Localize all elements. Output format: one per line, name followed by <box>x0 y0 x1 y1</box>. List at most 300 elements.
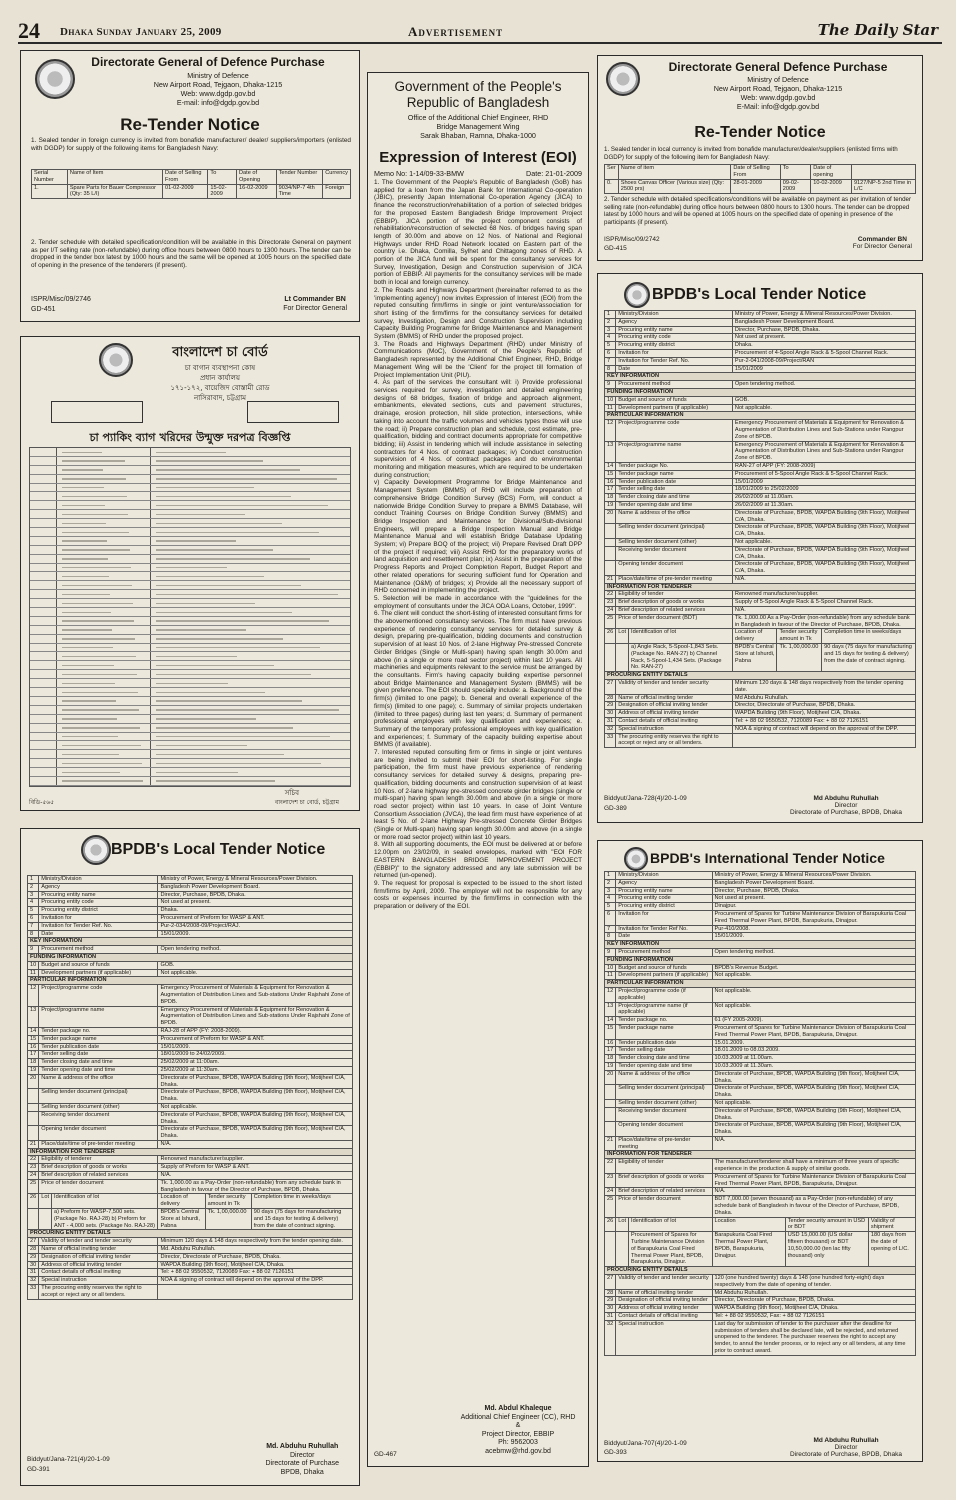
bpdb-local-right-table <box>604 310 916 748</box>
tea-table-row <box>30 644 350 653</box>
table-cell: Selling tender document (other) <box>616 1099 712 1107</box>
dgdp-right-email: E-Mail: info@dgdp.gov.bd <box>736 102 820 111</box>
dgdp-left-sig1: Lt Commander BN <box>284 296 346 303</box>
table-cell: Directorate of Purchase, BPDB, WAPDA Building (9th Floor), Motijheel C/A, Dhaka. <box>712 1122 915 1137</box>
table-cell: 25 <box>605 1196 616 1217</box>
table-cell: 13 <box>28 1006 39 1027</box>
table-cell: Date <box>39 930 158 938</box>
table-row <box>605 318 916 326</box>
table-cell: RAN-27 of APP (FY: 2008-2009) <box>732 462 915 470</box>
table-cell: Name of official inviting tender <box>39 1246 158 1254</box>
table-cell: Tender package No. <box>616 462 733 470</box>
table-cell: Supply of 5-Spool Angle Rack & 5-Spool Channel Rack. <box>732 599 915 607</box>
table-cell: 3 <box>28 891 39 899</box>
tea-board-quote-right <box>247 401 339 423</box>
table-cell <box>28 1103 39 1111</box>
table-row <box>28 1126 353 1141</box>
tea-table-row <box>30 537 350 546</box>
tea-board-table <box>29 447 351 787</box>
table-cell <box>39 1209 52 1230</box>
table-cell: Procurement of Preform for WASP & ANT. <box>158 914 353 922</box>
table-cell: 9 <box>605 948 616 956</box>
table-cell: Project/programme code <box>39 985 158 1006</box>
table-cell: N/A. <box>732 575 915 583</box>
table-cell: Tk. 1,000.00 as a Pay-Order (non-refundable) from any schedule bank in Bangladesh in favour of the Director of Purchase, BPDB, Dhaka. <box>158 1179 353 1194</box>
table-cell: 90 days (75 days for manufacturing and 15 days for testing & delivery) from the date of contract signing. <box>251 1209 352 1230</box>
table-cell: 29 <box>28 1253 39 1261</box>
table-cell: Open tendering method. <box>712 948 915 956</box>
table-cell: Pur-2-034/2008-09/Project/RAJ. <box>158 922 353 930</box>
table-cell: 7 <box>28 922 39 930</box>
table-cell: 32 <box>28 1277 39 1285</box>
tea-table-row <box>30 661 350 670</box>
table-cell: Lot <box>39 1194 52 1209</box>
bpdb-local-left-ad <box>20 828 360 1486</box>
table-cell: 2 <box>605 879 616 887</box>
table-row <box>605 561 916 576</box>
table-cell: Location <box>712 1217 785 1232</box>
table-cell: Address of official inviting tender <box>616 710 733 718</box>
table-cell <box>605 1232 616 1267</box>
table-cell: Md Abduhu Ruhullah. <box>712 1289 915 1297</box>
table-cell: 3 <box>605 326 616 334</box>
table-cell: Ministry/Division <box>39 876 158 884</box>
table-cell: 25 <box>605 614 616 629</box>
table-cell: 27 <box>28 1238 39 1246</box>
table-cell: Not applicable. <box>712 1002 915 1017</box>
table-cell: 32 <box>605 725 616 733</box>
table-row <box>28 953 353 961</box>
bpdb-local-left-sig3: Directorate of Purchase <box>265 1460 339 1467</box>
table-row <box>605 1099 916 1107</box>
table-cell: The procuring entity reserves the right to accept or reject any or all tenders. <box>616 733 733 748</box>
table-cell: 19 <box>605 1062 616 1070</box>
table-cell: Development partners (if applicable) <box>39 969 158 977</box>
table-cell: Price of tender document (BDT) <box>616 614 733 629</box>
section-header: KEY INFORMATION <box>605 373 916 381</box>
eoi-date: Date: 21-01-2009 <box>526 169 582 178</box>
page-number: 24 <box>18 18 40 43</box>
tea-table-row <box>30 457 350 466</box>
table-row <box>605 710 916 718</box>
table-cell: Tender closing date and time <box>616 1055 712 1063</box>
bpdb-intl-table <box>604 871 916 1356</box>
table-row <box>28 907 353 915</box>
bpdb-local-left-table <box>27 875 353 1300</box>
eoi-sig5: Ph: 9562003 <box>498 1439 538 1446</box>
table-cell: 27 <box>605 680 616 695</box>
tea-board-sub4: নাসিরাবাদ, চট্টগ্রাম <box>193 394 247 402</box>
table-row <box>28 1027 353 1035</box>
table-cell: Budget and source of funds <box>616 396 733 404</box>
table-row <box>605 903 916 911</box>
table-cell: Not applicable. <box>712 1099 915 1107</box>
dgdp-right-title: Directorate General Defence Purchase <box>668 60 888 74</box>
table-row <box>605 702 916 710</box>
table-row <box>605 980 916 988</box>
table-cell: N/A. <box>158 1140 353 1148</box>
table-cell: Brief description of related services <box>39 1172 158 1180</box>
table-row <box>605 680 916 695</box>
eoi-code: GD-467 <box>374 1451 397 1458</box>
table-cell <box>732 733 915 748</box>
table-row <box>605 1320 916 1355</box>
table-row <box>605 1313 916 1321</box>
table-row <box>605 1017 916 1025</box>
table-cell: Address of official inviting tender <box>616 1305 712 1313</box>
table-row <box>605 925 916 933</box>
table-cell: Completion time in weeks/days <box>822 629 916 644</box>
table-cell: 28 <box>28 1246 39 1254</box>
table-cell: Minimum 120 days & 148 days respectively from the tender opening date. <box>158 1238 353 1246</box>
table-cell: Procurement of Spares for Turbine Maintenance Division of Barapukuria Coal Fired Thermal Power Plant, BPDB, Barapukuria, Dinajpur. <box>712 910 915 925</box>
table-cell: Tk. 1,000.00 As a Pay-Order (non-refundable) from any schedule bank in Bangladesh in favour of the Director of Purchase, BPDB, Dhaka. <box>732 614 915 629</box>
table-cell: Directorate of Purchase, BPDB, WAPDA Building (9th Floor), Motijheel C/A, Dhaka. <box>712 1107 915 1122</box>
table-cell: Project/programme name <box>616 441 733 462</box>
table-row <box>28 1148 353 1156</box>
dgdp-left-intro: 1. Sealed tender in foreign currency is invited from bonafide manufacturer/ dealer/ suppliers/importers (enlisted with DGDP) for supply of the following items for Bangladesh Navy: <box>31 137 351 152</box>
table-row: 1. Spare Parts for Bauer Compressor (Qty: 35 L/I) 01-02-2009 15-02-2009 16-02-2009 9034/NP-7 4th Time Foreign <box>32 184 351 199</box>
table-cell: 10 <box>28 961 39 969</box>
table-cell: Validity of tender and tender security <box>616 680 733 695</box>
table-cell: Tender package name <box>616 470 733 478</box>
table-row <box>605 1173 916 1188</box>
table-row <box>28 1103 353 1111</box>
table-cell: Location of delivery <box>732 629 777 644</box>
table-cell: 61 (FY 2005-2009). <box>712 1017 915 1025</box>
table-cell <box>605 561 616 576</box>
table-cell: Budget and source of funds <box>616 964 712 972</box>
bpdb-intl-sig2: Director <box>834 1444 858 1451</box>
table-cell: Invitation for <box>616 349 733 357</box>
table-cell: WAPDA Building (9th floor), Motijheel C/A, Dhaka. <box>712 1305 915 1313</box>
table-cell: 12 <box>28 985 39 1006</box>
table-cell: 8 <box>605 365 616 373</box>
table-cell: 1 <box>605 311 616 319</box>
eoi-title2: Republic of Bangladesh <box>406 95 550 110</box>
table-cell: 180 days from the date of opening of L/C. <box>868 1232 915 1267</box>
bpdb-local-right-sig1: Md Abduhu Ruhullah <box>813 795 879 802</box>
table-row <box>605 987 916 1002</box>
table-cell: 26/02/2009 at 11.00am. <box>732 494 915 502</box>
table-row <box>605 357 916 365</box>
table-cell: 6 <box>28 914 39 922</box>
table-row <box>605 614 916 629</box>
table-cell: Brief description of related services <box>616 607 733 615</box>
table-cell: 2 <box>28 883 39 891</box>
dgdp-left-code: GD-451 <box>31 306 56 313</box>
table-row <box>605 1305 916 1313</box>
table-row <box>28 1246 353 1254</box>
table-cell: The procuring entity reserves the right to accept or reject any or all tenders. <box>39 1285 158 1300</box>
table-cell: 17 <box>605 1047 616 1055</box>
table-cell: 24 <box>605 607 616 615</box>
eoi-p5: v) Capacity Development Programme for Bridge Maintenance and Management System (BMMS) of RHD will include preparation of comprehensive Bridge Condition Survey (BCS) Form, will conduct a nationwide Bridge Condition Survey to prepare a BMMS Database, will conduct Training Courses on Bridge Condition Survey (BMMS) and Bridge Inspection and Maintenance for Divisional/Sub-divisional Engineers, will prepare a Bridge Inspection Manual and Bridge Maintenance Manual and will establish Bridge Database Updating System; vi) Prepare BOQ of the project; vii) Prepare Revised Draft DPP of the project if required; viii) Assist RHD for the preparatory works of land acquisition and resettlement plan; ix) Assist in the preparation of the Progress Reports and Project Completion Report, Budget Report and other related operations for securing sufficient fund for Operation and Maintenance (O&M) of bridges; x) Provide all the necessary support of RHD concerned in implementing the project. <box>374 479 582 595</box>
table-cell: 10.03.2009 at 11.00am. <box>712 1055 915 1063</box>
tea-board-ad <box>20 336 360 811</box>
table-cell: Tender closing date and time <box>616 494 733 502</box>
table-cell: Last day for submission of tender to the purchaser after the deadline for submission of tenders shall be declared late, will be rejected, and returned unopened to the tenderer. The purchaser reserves the right to accept any tender, to annul the tender process, or to reject any or all tenders, at any time prior to contract award. <box>712 1320 915 1355</box>
table-cell: Tender publication date <box>616 1039 712 1047</box>
table-row <box>605 334 916 342</box>
table-row <box>28 1277 353 1285</box>
bpdb-local-left-title: BPDB's Local Tender Notice <box>111 841 326 858</box>
section-header: KEY INFORMATION <box>605 941 916 949</box>
table-cell: Selling tender document (principal) <box>39 1089 158 1104</box>
table-cell <box>605 1085 616 1100</box>
tea-table-row <box>30 546 350 555</box>
table-row: 0. Shoes Canvas Officer (Various size) (Qty: 2500 prs) 28-01-2009 09-02-2009 10-02-2009 9127/NP-5 2nd Time in L/C <box>605 179 916 194</box>
table-cell: Procuring entity code <box>39 899 158 907</box>
table-cell: Procuring entity code <box>616 895 712 903</box>
tea-table-row <box>30 741 350 750</box>
dgdp-right-intro: 1. Sealed tender in local currency is invited from bonafide manufacturer/dealer/suppliers (enlisted firms with DGDP) for supply of the following item for Bangladesh Navy: <box>604 146 898 161</box>
table-cell: 22 <box>605 1159 616 1174</box>
table-cell: 14 <box>605 1017 616 1025</box>
table-row <box>28 1194 353 1209</box>
table-cell: Tk. 1,00,000.00 <box>777 644 822 672</box>
table-cell: 23 <box>28 1164 39 1172</box>
section-header: PARTICULAR INFORMATION <box>605 412 916 420</box>
table-cell: Directorate of Purchase, BPDB, WAPDA Building (9th Floor), Motijheel C/A, Dhaka. <box>732 546 915 561</box>
table-cell: Agency <box>39 883 158 891</box>
table-row <box>605 478 916 486</box>
table-cell: Md. Abduhu Ruhullah. <box>158 1246 353 1254</box>
dgdp-left-web: Web: www.dgdp.gov.bd <box>180 89 256 98</box>
table-cell: Identification of lot <box>52 1194 158 1209</box>
eoi-p8: 7. Interested reputed consulting firm or firms in single or joint ventures are being invited to submit their EOI for short-listing. For single participation, the firm must have previous experience of rendering consultancy services for detailed survey & designs, preparing pre-qualification, bidding documents and construction supervision of at least 10 Nos. of 2-lane highway pre-stressed concrete girder bridges (single or multi-span) having span length 30.00m and above (in a single or more road sector project) within last 10 years. In case of Joint Venture Consortium Association (JVCA), the lead firm must have experience of at least 5 No. of 2-lane Highway Pre-stressed Concrete Girder Bridges (Single or Multi-span) having span length 30.00m and above (in a single or more road sector project) within last 10 years. <box>374 749 582 841</box>
table-row <box>605 1070 916 1085</box>
eoi-sig3: & <box>515 1422 521 1429</box>
table-cell <box>605 1099 616 1107</box>
table-cell: 18.01.2009 to 08.03.2009. <box>712 1047 915 1055</box>
bpdb-local-left-sig2: Director <box>289 1451 315 1459</box>
eoi-sig1: Md. Abdul Khaleque <box>484 1405 552 1412</box>
table-cell: Procuring entity district <box>616 903 712 911</box>
table-cell: Selling tender document (principal) <box>616 1085 712 1100</box>
table-cell: Opening tender document <box>39 1126 158 1141</box>
tender-table <box>27 875 353 1300</box>
table-row <box>28 1111 353 1126</box>
table-cell: 26 <box>28 1194 39 1209</box>
eoi-sig2: Additional Chief Engineer (CC), RHD <box>460 1413 576 1421</box>
table-cell: Bangladesh Power Development Board. <box>732 318 915 326</box>
dgdp-right-para2: 2. Tender schedule with detailed specifications/conditions will be available on payment as per invitation of tender selling rate (non-refundable) during office hours between 0800 hours to 1300 hours. The tender can be dropped latest by 1000 hours and will be opened at 1005 hours on the specified date of opening in presence of the participants (if present). <box>604 196 912 226</box>
table-cell: 19 <box>605 501 616 509</box>
table-cell: Eligibility of tender <box>616 591 733 599</box>
table-cell: Development partners (if applicable) <box>616 404 733 412</box>
table-row <box>28 1179 353 1194</box>
eoi-p1: 1. The Government of the People's Republic of Bangladesh (GoB) has applied for a loan from the Japan Bank for International Co-operation (JBIC), presently Japan International Co-operation Agency (JICA) to finance the reconstruction/rehabilitation of a portion of selected bridges for the proposed Eastern Bangladesh Bridge Improvement Project (EBBIP). JICA portion of the project component consists of rehabilitation/reconstruction of selected 68 Nos. of bridges having span length of 30.00m and above on 12 Nos. of National and Regional Highways under RHD Road Network located on Eastern part of the country i.e. Dhaka, Comilla, Sylhet and Chittagong zones of RHD. A portion of the JICA fund will be spent for the consultancy services for Survey, Investigation, Design and Construction supervision of JICA portion of EBBIP. All payments for the consultancy services will be made both in local and foreign currency. <box>374 179 582 287</box>
table-cell: Directorate of Purchase, BPDB, WAPDA Building (9th floor), Motijheel C/A, Dhaka. <box>158 1126 353 1141</box>
table-row <box>605 872 916 880</box>
table-cell: 21 <box>28 1140 39 1148</box>
table-cell: Not applicable. <box>712 972 915 980</box>
table-cell: Directorate of Purchase, BPDB, WAPDA Building (9th floor), Motijheel C/A, Dhaka. <box>712 1085 915 1100</box>
th-tender: Tender Number <box>276 170 323 185</box>
table-row <box>605 1002 916 1017</box>
table-row <box>28 883 353 891</box>
tea-table-row <box>30 617 350 626</box>
section-header: INFORMATION FOR TENDERER <box>28 1148 353 1156</box>
table-row <box>28 1261 353 1269</box>
table-row <box>605 373 916 381</box>
dgdp-right-addr1: Ministry of Defence <box>747 75 809 84</box>
table-cell: Directorate of Purchase, BPDB, WAPDA Building (9th floor), Motijheel C/A, Dhaka. <box>158 1111 353 1126</box>
table-cell: Brief description of goods or works <box>616 599 733 607</box>
section-label: Advertisement <box>408 24 504 39</box>
table-cell: Special instruction <box>616 725 733 733</box>
table-row <box>605 718 916 726</box>
dgdp-left-para2: 2. Tender schedule with detailed specification/condition will be available in this Directorate General on payment as per I/T selling rate (non-refundable) during office hours between 0800 hours to 1300 hours. The tender can be dropped in the tender box latest by 1000 hours and the same will be opened at 1005 hours on the specified date of opening in the presence of the tenderers (if present). <box>31 239 351 270</box>
table-row <box>28 1074 353 1089</box>
table-cell: 33 <box>28 1285 39 1300</box>
table-cell: 6 <box>605 910 616 925</box>
table-cell: Tel: + 88 02 9550532, 7120089 Fax: + 88 02 7126151 <box>732 718 915 726</box>
table-row <box>605 725 916 733</box>
table-cell: Dhaka. <box>158 907 353 915</box>
table-cell: Dhaka. <box>732 342 915 350</box>
table-cell: Tender closing date and time <box>39 1059 158 1067</box>
table-row <box>605 501 916 509</box>
table-cell: Emergency Procurement of Materials & Equipment for Renovation & Augmentation of Distribution Lines and Sub-Stations under Rangpur Zone of BPDB. <box>732 441 915 462</box>
table-cell: 15/01/2009 <box>732 478 915 486</box>
table-cell: Directorate of Purchase, BPDB, WAPDA Building (9th floor), Motijheel C/A, Dhaka. <box>158 1074 353 1089</box>
table-cell: 18/01/2009 to 24/02/2009. <box>158 1051 353 1059</box>
table-row <box>605 396 916 404</box>
bpdb-intl-ad <box>597 840 923 1462</box>
table-cell: Tk. 1,00,000.00 <box>205 1209 251 1230</box>
section-header: INFORMATION FOR TENDERER <box>605 1151 916 1159</box>
table-cell <box>28 1126 39 1141</box>
table-cell: Location of delivery <box>158 1194 205 1209</box>
table-cell: 7 <box>605 925 616 933</box>
table-cell: 30 <box>28 1261 39 1269</box>
table-cell: Ministry of Power, Energy & Mineral Resources/Power Division. <box>158 876 353 884</box>
table-cell: Director, Purchase, BPDB, Dhaka. <box>732 326 915 334</box>
table-cell: Not used at present. <box>732 334 915 342</box>
table-cell: Name of official inviting tender <box>616 694 733 702</box>
table-cell: Lot <box>616 629 629 644</box>
table-cell: GOB. <box>158 961 353 969</box>
table-row <box>605 1085 916 1100</box>
table-cell: 9 <box>28 946 39 954</box>
table-cell: Directorate of Purchase, BPDB, WAPDA Building (9th Floor), Motijheel C/A, Dhaka. <box>732 509 915 524</box>
tea-table-row <box>30 519 350 528</box>
table-row <box>28 1059 353 1067</box>
table-cell <box>605 644 616 672</box>
table-row <box>28 977 353 985</box>
table-cell: Tender security amount in Tk <box>205 1194 251 1209</box>
tea-table-row <box>30 590 350 599</box>
table-row <box>28 1164 353 1172</box>
tea-table-row <box>30 750 350 759</box>
table-row <box>28 961 353 969</box>
table-cell: Procurement method <box>616 381 733 389</box>
table-row <box>605 941 916 949</box>
table-cell: Ministry/Division <box>616 311 733 319</box>
table-cell: Opening tender document <box>616 561 733 576</box>
table-row <box>605 972 916 980</box>
table-row <box>605 1232 916 1267</box>
table-cell <box>605 524 616 539</box>
table-cell <box>28 1089 39 1104</box>
table-cell: GOB. <box>732 396 915 404</box>
table-cell: Not applicable. <box>158 1103 353 1111</box>
table-cell: 12 <box>605 420 616 441</box>
table-cell: 15/01/2009 <box>732 365 915 373</box>
table-cell: 20 <box>605 1070 616 1085</box>
table-cell: Agency <box>616 879 712 887</box>
tea-table-row <box>30 715 350 724</box>
table-cell <box>605 538 616 546</box>
dgdp-right-sig1: Commander BN <box>857 236 907 243</box>
table-row <box>28 946 353 954</box>
table-row <box>605 599 916 607</box>
table-cell: 13 <box>605 1002 616 1017</box>
table-cell: Tender security amount in Tk <box>777 629 822 644</box>
dgdp-right-sig2: For Director General <box>852 243 912 250</box>
table-cell: Tender opening date and time <box>39 1066 158 1074</box>
table-row <box>28 1035 353 1043</box>
bpdb-intl-sig3: Directorate of Purchase, BPDB, Dhaka <box>790 1451 902 1458</box>
table-cell: Designation of official inviting tender <box>616 1297 712 1305</box>
table-cell: WAPDA Building (9th Floor), Motijheel C/A, Dhaka. <box>732 710 915 718</box>
table-row <box>605 388 916 396</box>
table-cell: Receiving tender document <box>616 546 733 561</box>
table-cell: 23 <box>605 599 616 607</box>
table-cell: a) Angle Rack, 5-Spool-1,843 Sets. (Package No. RAN-27) b) Channel Rack, 5-Spool-1,434 Sets. (Package No. RAN-27) <box>629 644 733 672</box>
table-row <box>605 1136 916 1151</box>
table-cell: 25 <box>28 1179 39 1194</box>
table-cell: 28 <box>605 694 616 702</box>
table-row <box>605 1188 916 1196</box>
eoi-office3: Sarak Bhaban, Ramna, Dhaka-1000 <box>420 131 536 140</box>
table-cell: 6 <box>605 349 616 357</box>
bpdb-local-right-ad <box>597 273 923 823</box>
table-row <box>605 326 916 334</box>
tea-table-row <box>30 581 350 590</box>
bpdb-logo-icon <box>81 835 111 865</box>
paper-name: The Daily Star <box>817 21 938 39</box>
table-cell: 31 <box>605 718 616 726</box>
table-cell: Name of official inviting tender <box>616 1289 712 1297</box>
table-cell: Price of tender document <box>39 1179 158 1194</box>
table-cell: 10.03.2009 at 11.30am. <box>712 1062 915 1070</box>
table-cell: 15 <box>605 1024 616 1039</box>
table-cell: 21 <box>605 1136 616 1151</box>
section-header: PROCURING ENTITY DETAILS <box>605 1267 916 1275</box>
dgdp-left-addr1: Ministry of Defence <box>187 71 249 80</box>
table-cell: Address of official inviting tender <box>39 1261 158 1269</box>
table-cell: 1 <box>605 872 616 880</box>
table-cell: Director, Directorate of Purchase, BPDB, Dhaka. <box>158 1253 353 1261</box>
th-serial: Serial Number <box>32 170 68 185</box>
table-cell: 16 <box>28 1043 39 1051</box>
dgdp-right-web: Web: www.dgdp.gov.bd <box>740 93 816 102</box>
table-row <box>605 470 916 478</box>
table-cell: Not used at present. <box>158 899 353 907</box>
date-line: Dhaka Sunday January 25, 2009 <box>60 26 222 38</box>
table-row <box>605 694 916 702</box>
table-cell: Invitation for <box>39 914 158 922</box>
table-cell: Invitation for Tender Ref. No. <box>616 357 733 365</box>
table-cell <box>616 644 629 672</box>
table-row <box>605 509 916 524</box>
tea-table-row <box>30 626 350 635</box>
table-row <box>605 895 916 903</box>
table-row <box>605 956 916 964</box>
